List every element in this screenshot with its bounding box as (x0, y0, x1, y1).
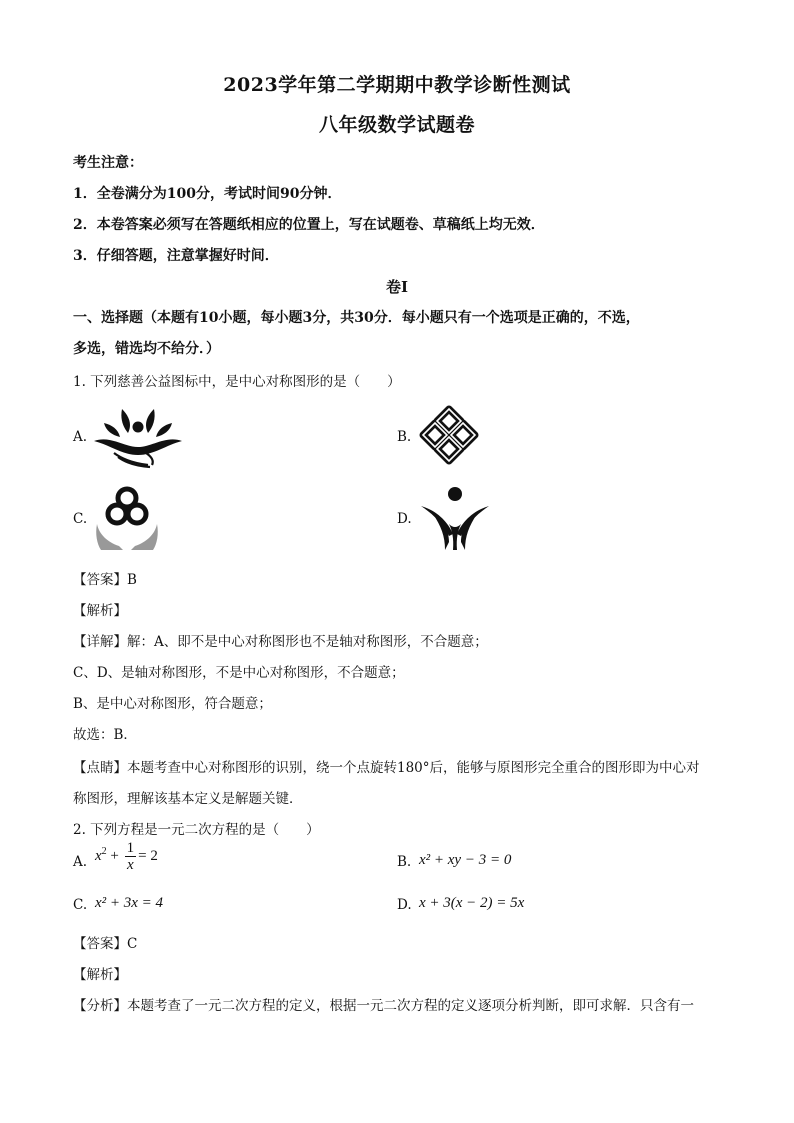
hands-trefoil-icon (93, 484, 161, 552)
answer-tag: 【答案】C (73, 936, 138, 952)
volume-heading: 卷Ⅰ (385, 278, 409, 296)
part-heading-cont: 多选，错选均不给分．） (73, 341, 220, 357)
equation-rhs: = 2 (138, 847, 158, 864)
option-d-equation: x + 3(x − 2) = 5x (419, 895, 525, 911)
notice-heading: 考生注意： (73, 155, 143, 171)
option-b-equation: x² + xy − 3 = 0 (419, 852, 512, 868)
option-label-a: A. (73, 429, 88, 445)
question-stem: 2. 下列方程是一元二次方程的是（ ） (73, 822, 320, 838)
comment-line: 称图形，理解该基本定义是解题关键． (73, 791, 303, 807)
detail-line: 故选：B． (73, 727, 137, 743)
analysis-tag: 【解析】 (73, 603, 127, 619)
option-label-c: C. (73, 511, 88, 527)
notice-item: 2．本卷答案必须写在答题纸相应的位置上，写在试题卷、草稿纸上均无效． (73, 217, 545, 233)
fraction-denominator: x (127, 857, 134, 873)
detail-line: C、D、是轴对称图形，不是中心对称图形，不合题意； (73, 665, 405, 681)
option-c-equation: x² + 3x = 4 (95, 895, 164, 911)
analysis-line: 【分析】本题考查了一元二次方程的定义，根据一元二次方程的定义逐项分析判断，即可求解．只含有一 (73, 998, 694, 1014)
figure-sprout-icon (419, 484, 491, 552)
hearts-knot-icon (417, 403, 481, 467)
notice-item: 1．全卷满分为100分，考试时间90分钟． (73, 186, 342, 202)
detail-line: 【详解】解：A、即不是中心对称图形也不是轴对称图形，不合题意； (73, 634, 488, 650)
option-label-d: D. (397, 511, 412, 527)
option-label-c: C. (73, 897, 88, 913)
detail-line: B、是中心对称图形，符合题意； (73, 696, 272, 712)
comment-line: 【点睛】本题考查中心对称图形的识别，绕一个点旋转180°后，能够与原图形完全重合的图形即为中心对 (73, 760, 700, 776)
fraction-numerator: 1 (126, 840, 135, 856)
lotus-charity-icon (92, 403, 184, 469)
option-label-b: B. (397, 429, 412, 445)
exam-subtitle: 八年级数学试题卷 (318, 114, 475, 136)
option-a-equation: $x^2$ + $\frac{1}{x}$ = 2 (95, 840, 158, 873)
question-stem: 1. 下列慈善公益图标中，是中心对称图形的是（ ） (73, 374, 401, 390)
part-heading: 一、选择题（本题有10小题，每小题3分，共30分．每小题只有一个选项是正确的，不选， (73, 310, 640, 326)
option-label-b: B. (397, 854, 412, 870)
exam-title: 2023学年第二学期期中教学诊断性测试 (223, 74, 571, 96)
notice-item: 3．仔细答题，注意掌握好时间． (73, 248, 279, 264)
analysis-tag: 【解析】 (73, 967, 127, 983)
option-label-d: D. (397, 897, 412, 913)
option-label-a: A. (73, 854, 88, 870)
answer-tag: 【答案】B (73, 572, 137, 588)
